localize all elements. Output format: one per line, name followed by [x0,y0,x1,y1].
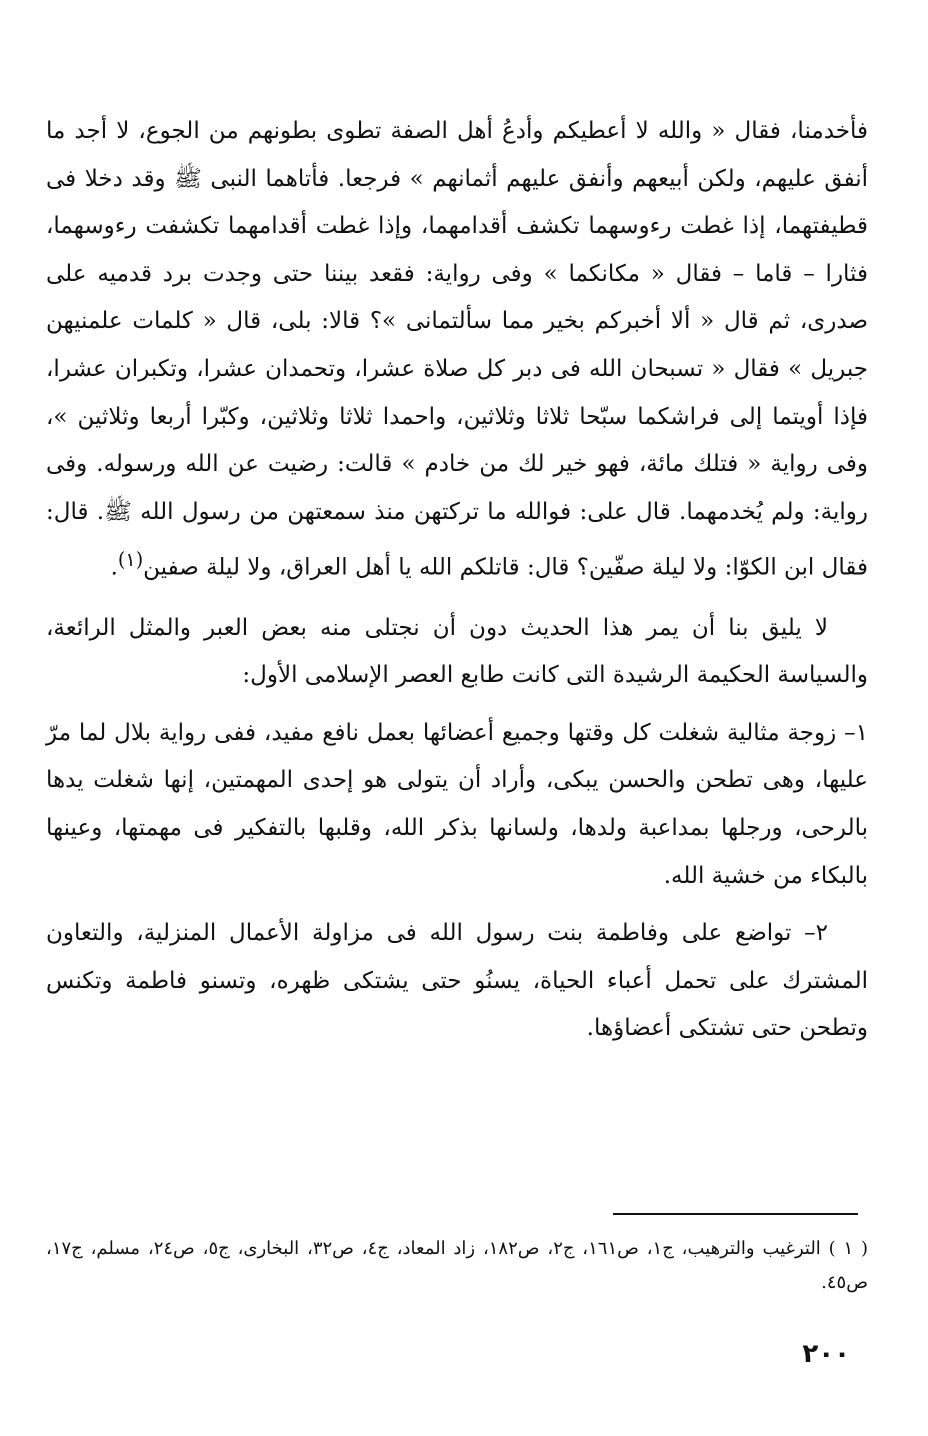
main-text [46,108,868,1053]
lesson-item-2 [46,910,868,1053]
lesson-item-1 [46,710,868,900]
lesson-item-1-text: زوجة مثالية شغلت كل وقتها وجميع أعضائها بعمل نافع مفيد، ففى رواية بلال لما مرّ عليها، وهى تطحن والحسن يبكى، وأراد أن يتولى هو إحدى المهمتين، إنها شغلت يدها بالرحى، ورجلها بمداعبة ولدها، ولسانها بذكر الله، وقلبها بالتفكير فى مهمتها، وعينها بالبكاء من خشية الله. [46,719,868,889]
commentary-intro-paragraph: لا يليق بنا أن يمر هذا الحديث دون أن نجتلى منه بعض العبر والمثل الرائعة، والسياسة الحكيمة الرشيدة التى كانت طابع العصر الإسلامى الأول: [46,614,868,689]
footnote-separator [613,1213,858,1215]
hadith-end-mark: . [110,555,118,581]
lesson-item-2-number: ٢– [804,920,828,947]
page-number: ٢٠٠ [802,1339,850,1369]
lesson-item-2-text: تواضع على وفاطمة بنت رسول الله فى مزاولة الأعمال المنزلية، والتعاون المشترك على تحمل أعباء الحياة، يسنُو حتى يشتكى ظهره، وتسنو فاطمة وتكنس وتطحن حتى تشتكى أعضاؤها. [46,920,868,1042]
footnote-marker: (١) [117,548,144,572]
hadith-paragraph [46,108,868,593]
lesson-item-1-number: ١– [844,719,868,746]
footnote: ( ١ ) الترغيب والترهيب، ج١، ص١٦١، ج٢، ص١٨٢، زاد المعاد، ج٤، ص٣٢، البخارى، ج٥، ص٢٤، مسلم، ج١٧، ص٤٥. [46,1238,869,1293]
hadith-text: فأخدمنا، فقال « والله لا أعطيكم وأدعُ أهل الصفة تطوى بطونهم من الجوع، لا أجد ما أنفق عليهم، ولكن أبيعهم وأنفق عليهم أثمانهم » فرجعا. فأتاهما النبى ﷺ وقد دخلا فى قطيفتهما، إذا غطت رءوسهما تكشف أقدامهما، وإذا غطت أقدامهما تكشفت رءوسهما، فثارا – قاما – فقال « مكانكما » وفى رواية: فقعد بيننا حتى وجدت برد قدميه على صدرى، ثم قال « ألا أخبركم بخير مما سألتمانى »؟ قالا: بلى، قال « كلمات علمنيهن جبريل » فقال « تسبحان الله فى دبر كل صلاة عشرا، وتحمدان عشرا، وتكبران عشرا، فإذا أويتما إلى فراشكما سبّحا ثلاثا وثلاثين، واحمدا ثلاثا وثلاثين، وكبّرا أربعا وثلاثين »، وفى رواية « فتلك مائة، فهو خير لك من خادم » قالت: رضيت عن الله ورسوله. وفى رواية: ولم يُخدمهما. قال على: فوالله ما تركتهن منذ سمعتهن من رسول الله ﷺ. قال: فقال ابن الكوّا: ولا ليلة صفّين؟ قال: قاتلكم الله يا أهل العراق، ولا ليلة صفين [46,118,868,581]
